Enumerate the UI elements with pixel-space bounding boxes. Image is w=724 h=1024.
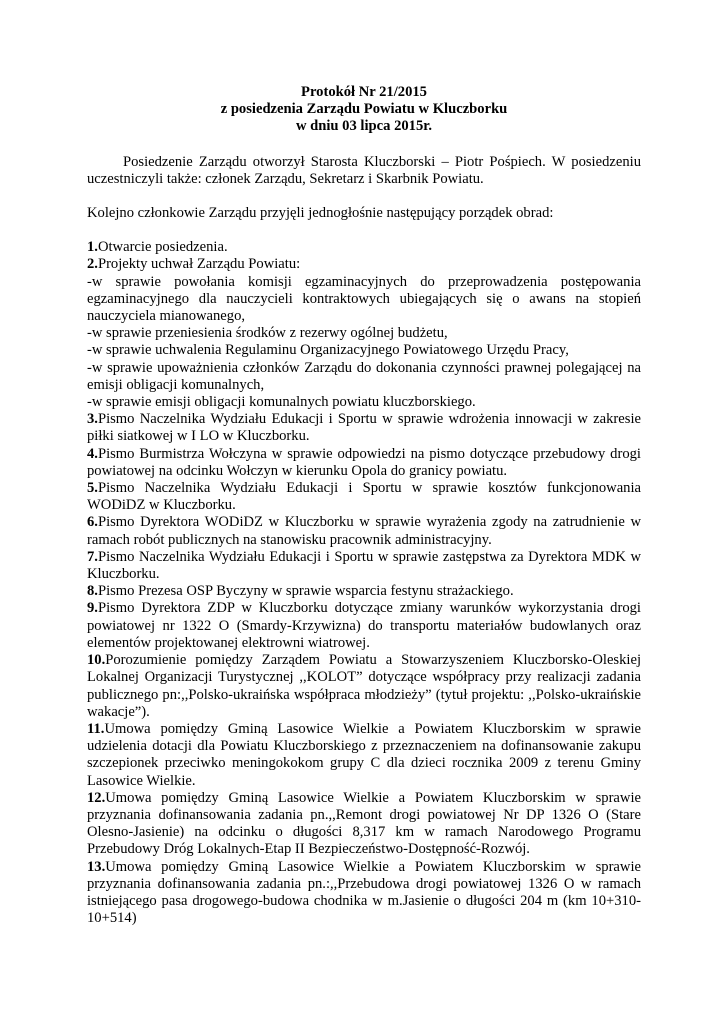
agenda-item-number: 12. <box>87 789 106 806</box>
agenda-item-text: Projekty uchwał Zarządu Powiatu: <box>97 256 301 273</box>
agenda-item <box>87 256 641 273</box>
agenda-item <box>87 446 641 480</box>
agenda-list <box>87 239 641 927</box>
agenda-item <box>87 600 641 652</box>
agenda-item <box>87 394 641 411</box>
agenda-item-text: Pismo Burmistrza Wołczyna w sprawie odpowiedzi na pismo dotyczące przebudowy drogi powiatowej na odcinku Wołczyn w kierunku Opola do granicy powiatu. <box>87 445 641 479</box>
agenda-item <box>87 325 641 342</box>
agenda-item-number: 13. <box>87 858 106 875</box>
agenda-item-text: Umowa pomiędzy Gminą Lasowice Wielkie a Powiatem Kluczborskim w sprawie przyznania dofinansowania zadania pn.:,,Przebudowa drogi powiatowej 1326 O w ramach istniejącego pasa drogowego-budowa chodnika w m.Jasienie o długości 204 m (km 10+310-10+514) <box>87 858 641 927</box>
agenda-item <box>87 411 641 445</box>
agenda-item-number: 6. <box>87 514 98 531</box>
agenda-item-text: Pismo Dyrektora ZDP w Kluczborku dotyczące zmiany warunków wykorzystania drogi powiatowej nr 1322 O (Smardy-Krzywizna) do transportu materiałów budowlanych oraz elementów projektowanej elektrowni wiatrowej. <box>87 600 641 651</box>
agenda-item-text: Umowa pomiędzy Gminą Lasowice Wielkie a Powiatem Kluczborskim w sprawie udzielenia dotacji dla Powiatu Kluczborskiego z przeznaczeniem na dofinansowanie zakupu szczepionek przeciwko meningokokom grupy C dla dzieci rocznika 2009 z terenu Gminy Lasowice Wielkie. <box>87 720 641 789</box>
title-line-2: z posiedzenia Zarządu Powiatu w Kluczborku <box>220 101 508 118</box>
agenda-item-text: Porozumienie pomiędzy Zarządem Powiatu a Stowarzyszeniem Kluczborsko-Oleskiej Lokalnej Organizacji Turystycznej ,,KOLOT” dotyczące współpracy przy realizacji zadania publicznego pn:,,Polsko-ukraińska współpraca młodzieży” (tytuł projektu: ,,Polsko-ukraińskie wakacje”). <box>87 652 641 720</box>
title-line-3: w dniu 03 lipca 2015r. <box>295 118 433 135</box>
agenda-item <box>87 549 641 583</box>
agenda-item-number: 4. <box>87 445 98 462</box>
agenda-item <box>87 480 641 514</box>
agenda-lead: Kolejno członkowie Zarządu przyjęli jednogłośnie następujący porządek obrad: <box>87 205 554 222</box>
agenda-item <box>87 859 641 928</box>
agenda-item-number: 8. <box>87 583 98 600</box>
agenda-item <box>87 583 641 600</box>
agenda-item-number: 10. <box>87 652 106 669</box>
agenda-item-number: 5. <box>87 480 98 497</box>
agenda-item-text: -w sprawie uchwalenia Regulaminu Organizacyjnego Powiatowego Urzędu Pracy, <box>87 342 569 359</box>
agenda-item-text: -w sprawie emisji obligacji komunalnych powiatu kluczborskiego. <box>87 394 476 411</box>
document-title <box>87 84 641 136</box>
agenda-item-number: 7. <box>87 548 98 565</box>
agenda-item <box>87 721 641 790</box>
agenda-item-text: Pismo Naczelnika Wydziału Edukacji i Sportu w sprawie kosztów funkcjonowania WODiDZ w Kluczborku. <box>87 480 641 514</box>
agenda-item-text: -w sprawie przeniesienia środków z rezerwy ogólnej budżetu, <box>87 325 448 342</box>
intro-paragraph: Posiedzenie Zarządu otworzył Starosta Kluczborski – Piotr Pośpiech. W posiedzeniu uczestniczyli także: członek Zarządu, Sekretarz i Skarbnik Powiatu. <box>87 153 641 187</box>
agenda-item-text: Otwarcie posiedzenia. <box>97 239 228 256</box>
agenda-item-number: 9. <box>87 600 98 617</box>
agenda-item-text: Pismo Naczelnika Wydziału Edukacji i Sportu w sprawie wdrożenia innowacji w zakresie piłki siatkowej w I LO w Kluczborku. <box>87 411 641 445</box>
agenda-item <box>87 360 641 394</box>
agenda-item-text: -w sprawie upoważnienia członków Zarządu do dokonania czynności prawnej polegającej na emisji obligacji komunalnych, <box>87 359 641 393</box>
agenda-item-number: 3. <box>87 411 98 428</box>
title-line-1: Protokół Nr 21/2015 <box>301 84 427 100</box>
agenda-item-number: 2. <box>87 256 98 273</box>
agenda-item <box>87 790 641 859</box>
agenda-item-text: Pismo Naczelnika Wydziału Edukacji i Sportu w sprawie zastępstwa za Dyrektora MDK w Kluczborku. <box>87 548 641 583</box>
agenda-item-text: Pismo Dyrektora WODiDZ w Kluczborku w sprawie wyrażenia zgody na zatrudnienie w ramach robót publicznych na stanowisku pracownik administracyjny. <box>87 514 641 548</box>
agenda-item <box>87 514 641 548</box>
agenda-item <box>87 274 641 326</box>
agenda-item <box>87 652 641 721</box>
agenda-item-text: -w sprawie powołania komisji egzaminacyjnych do przeprowadzenia postępowania egzaminacyjnego dla nauczycieli kontraktowych ubiegających się o awans na stopień nauczyciela mianowanego, <box>87 273 641 325</box>
agenda-item <box>87 342 641 359</box>
agenda-item-text: Umowa pomiędzy Gminą Lasowice Wielkie a Powiatem Kluczborskim w sprawie przyznania dofinansowania zadania pn.,,Remont drogi powiatowej Nr DP 1326 O (Stare Olesno-Jasienie) na odcinku o długości 8,317 km w ramach Narodowego Programu Przebudowy Dróg Lokalnych-Etap II Bezpieczeństwo-Dostępność-Rozwój. <box>87 789 641 858</box>
agenda-item <box>87 239 641 256</box>
agenda-item-number: 1. <box>87 239 98 256</box>
agenda-item-number: 11. <box>87 720 105 737</box>
agenda-item-text: Pismo Prezesa OSP Byczyny w sprawie wsparcia festynu strażackiego. <box>97 583 514 600</box>
